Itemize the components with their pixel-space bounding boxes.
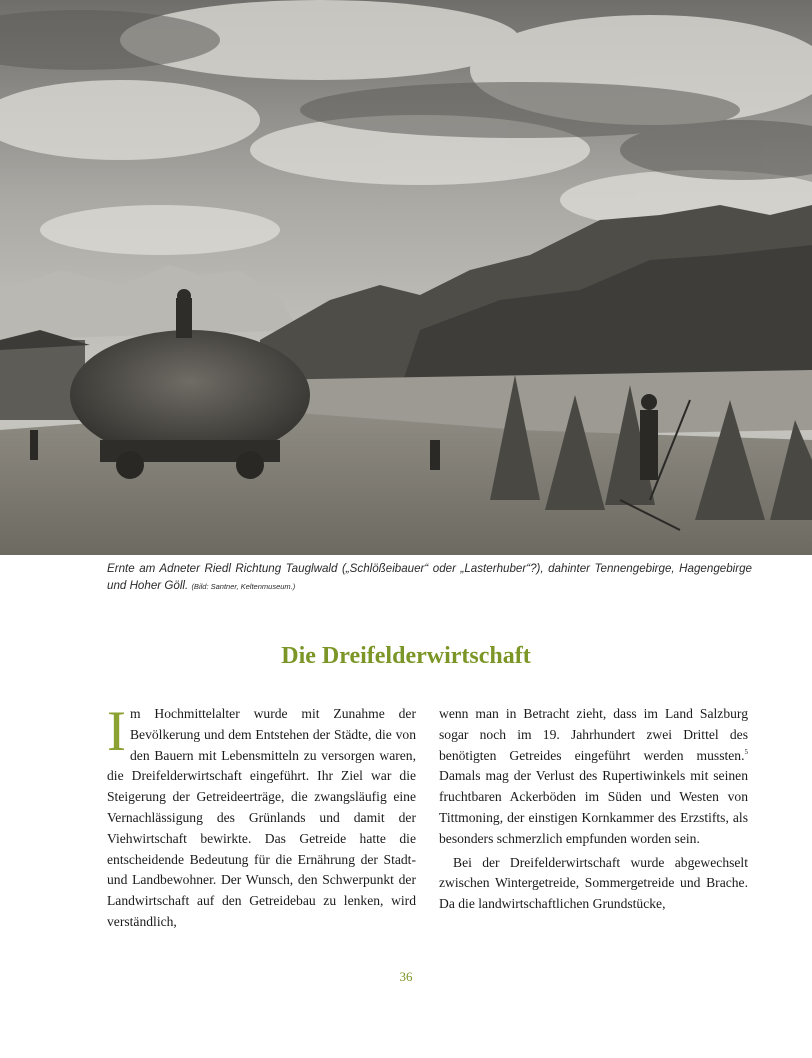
- paragraph: [439, 704, 748, 850]
- caption-credit: (Bild: Santner, Keltenmuseum.): [191, 582, 296, 591]
- paragraph-text: Damals mag der Verlust des Rupertiwinkels mit seinen fruchtbaren Ackerböden im Süden und Westen von Tittmoning, der einstigen Kornkammer des Erzstifts, als besonders schmerzlich empfunden worden sein.: [439, 768, 748, 846]
- paragraph-text: m Hochmittelalter wurde mit Zunahme der Bevölkerung und dem Entstehen der Städte, die von den Bauern mit Lebensmitteln zu versorgen waren, die Dreifelderwirtschaft eingeführt. Ihr Ziel war die Steigerung der Getreideerträge, die zwangsläufig eine Vernachlässigung des Grünlands und damit der Viehwirtschaft bewirkte. Das Getreide hatte die entscheidende Bedeutung für die Ernährung der Stadt- und Landbewohner. Der Wunsch, den Schwerpunkt der Landwirtschaft auf den Getreidebau zu lenken, wird verständlich,: [107, 706, 416, 929]
- page-number: 36: [399, 969, 413, 984]
- footnote-reference[interactable]: 5: [744, 747, 748, 756]
- text-column-left: [107, 700, 416, 933]
- paragraph-text: wenn man in Betracht zieht, dass im Land Salzburg sogar noch im 19. Jahrhundert zwei Drittel des benötigten Getreides eingeführt werden mussten.: [439, 706, 748, 763]
- text-column-right: [439, 704, 748, 915]
- paragraph: [107, 700, 416, 933]
- article-title: Die Dreifelderwirtschaft: [281, 643, 531, 669]
- drop-cap: I: [107, 700, 126, 763]
- photo-caption: [107, 560, 752, 595]
- paragraph: Bei der Dreifelderwirtschaft wurde abgewechselt zwischen Wintergetreide, Sommergetreide und Brache. Da die landwirtschaftlichen Grundstücke,: [439, 854, 748, 912]
- caption-text: Ernte am Adneter Riedl Richtung Tauglwald („Schlößeibauer“ oder „Lasterhuber“?), dahinter Tennengebirge, Hagengebirge und Hoher Göll.: [107, 562, 752, 592]
